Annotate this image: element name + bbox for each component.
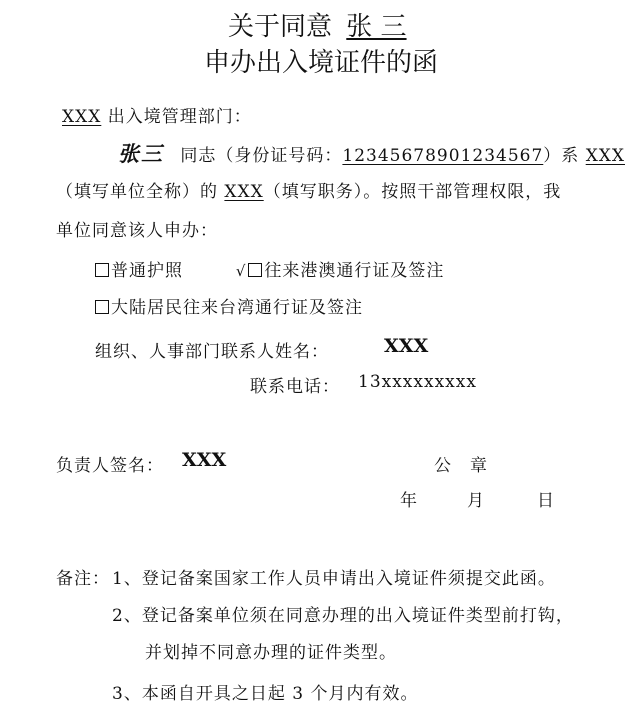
title-applicant-name: 张 三 (346, 12, 407, 42)
title-line-1 (228, 6, 407, 43)
body-line-1 (118, 138, 625, 168)
date-month: 月 (467, 491, 485, 511)
option-hk-macao-permit-label: 往来港澳通行证及签注 (264, 261, 445, 281)
date-year: 年 (400, 491, 418, 511)
unit-hint: （填写单位全称）的 (56, 182, 218, 202)
official-seal-label: 公 章 (434, 456, 488, 476)
option-line-2 (95, 293, 363, 318)
contact-name-value: XXX (384, 335, 429, 357)
body-line-3: 单位同意该人申办： (56, 221, 218, 241)
title-line-2: 申办出入境证件的函 (204, 48, 439, 78)
contact-phone-label: 联系电话： (250, 377, 340, 397)
contact-phone-value: 13xxxxxxxxx (358, 372, 477, 392)
checkbox-taiwan-permit[interactable] (95, 300, 109, 314)
signature-value: XXX (182, 449, 227, 471)
signature-label: 负责人签名： (56, 456, 164, 476)
recipient-suffix: 出入境管理部门： (107, 107, 252, 127)
notes-label: 备注： (56, 569, 110, 589)
date-day: 日 (537, 491, 555, 511)
body-line-2 (56, 177, 561, 202)
note-2: 2、登记备案单位须在同意办理的出入境证件类型前打钩， (112, 606, 574, 626)
title-prefix: 关于同意 (228, 12, 333, 42)
checkbox-ordinary-passport[interactable] (95, 263, 109, 277)
note-2-continued: 并划掉不同意办理的证件类型。 (145, 643, 397, 663)
option-line-1 (95, 256, 444, 281)
position-hint: （填写职务）。按照干部管理权限，我 (263, 182, 562, 202)
recipient-line (62, 102, 252, 127)
note-3: 3、本函自开具之日起 3 个月内有效。 (112, 684, 419, 704)
comrade-text: 同志（身份证号码： (180, 146, 343, 166)
id-number: 12345678901234567 (342, 146, 544, 166)
option-taiwan-permit-label: 大陆居民往来台湾通行证及签注 (111, 298, 363, 318)
option-ordinary-passport-label: 普通护照 (111, 261, 183, 281)
unit-name: XXX (585, 146, 625, 166)
checkbox-hk-macao-permit[interactable] (248, 263, 262, 277)
check-mark-icon: √ (235, 262, 247, 280)
recipient-org: XXX (62, 107, 102, 127)
position-name: XXX (224, 182, 264, 202)
is-of-text: ）系 (543, 146, 580, 166)
applicant-name-handwritten: 张三 (118, 141, 164, 166)
note-1: 1、登记备案国家工作人员申请出入境证件须提交此函。 (112, 569, 556, 589)
contact-name-label: 组织、人事部门联系人姓名： (95, 342, 329, 362)
